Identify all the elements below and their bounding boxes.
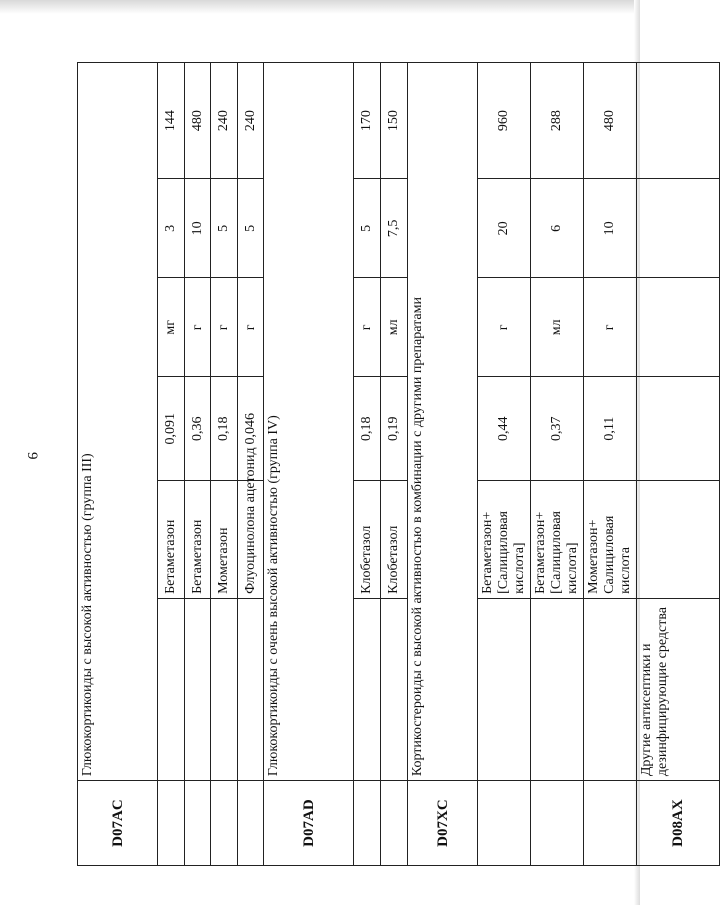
- drug-name-cell: [637, 481, 720, 599]
- total-cell: 288: [531, 63, 584, 179]
- quantity-cell: 5: [238, 179, 264, 278]
- group-name-cell: Другие антисептики и дезинфицирующие средства: [637, 598, 720, 780]
- drug-name-line: [Салициловая кислота]: [496, 511, 527, 594]
- drug-name-bracketed: Салициловая кислота: [496, 511, 527, 594]
- scan-top-edge: [0, 0, 640, 14]
- total-cell: [637, 63, 720, 179]
- atc-code-cell: [185, 781, 211, 866]
- table-row: [158, 63, 185, 866]
- group-name-cell: [238, 598, 264, 780]
- ddd-cell: 0,44: [478, 377, 531, 481]
- total-cell: 150: [381, 63, 408, 179]
- drug-name-line: [Салициловая кислота]: [549, 511, 580, 594]
- drug-name-cell: Клобетазол: [354, 481, 381, 599]
- quantity-cell: 10: [584, 179, 637, 278]
- table-row: [211, 63, 238, 866]
- table-row: [381, 63, 408, 866]
- table-row: [185, 63, 211, 866]
- ddd-cell: 0,11: [584, 377, 637, 481]
- atc-code-cell: D07AD: [264, 781, 354, 866]
- group-name-cell: [185, 598, 211, 780]
- quantity-cell: 10: [185, 179, 211, 278]
- atc-code-cell: [381, 781, 408, 866]
- drug-name-cell: Бетаметазон: [185, 481, 211, 599]
- atc-code-cell: [158, 781, 185, 866]
- table-row: [78, 63, 158, 866]
- atc-code-cell: D08AX: [637, 781, 720, 866]
- ddd-cell: 0,37: [531, 377, 584, 481]
- table-row: [637, 63, 720, 866]
- unit-cell: г: [238, 278, 264, 377]
- unit-cell: [637, 278, 720, 377]
- quantity-cell: 5: [211, 179, 238, 278]
- total-cell: 240: [238, 63, 264, 179]
- group-name-cell: [531, 598, 584, 780]
- atc-code-cell: [584, 781, 637, 866]
- unit-cell: г: [185, 278, 211, 377]
- group-name-cell: Кортикостероиды с высокой активностью в комбинации с другими препаратами: [408, 63, 478, 781]
- quantity-cell: 6: [531, 179, 584, 278]
- ddd-cell: 0,18: [211, 377, 238, 481]
- unit-cell: мл: [381, 278, 408, 377]
- drug-name-cell: [531, 481, 584, 599]
- drug-name-cell: Клобетазол: [381, 481, 408, 599]
- drug-name-bracketed: Салициловая кислота: [549, 511, 580, 594]
- group-name-cell: Глюкокортикоиды с очень высокой активностью (группа IV): [264, 63, 354, 781]
- atc-code-cell: [531, 781, 584, 866]
- unit-cell: г: [354, 278, 381, 377]
- atc-code-cell: [211, 781, 238, 866]
- drug-name-cell: Мометазон: [211, 481, 238, 599]
- page-number: 9: [24, 452, 40, 460]
- ddd-cell: 0,18: [354, 377, 381, 481]
- table-row: [264, 63, 354, 866]
- drug-name-line: Салициловая кислота: [602, 515, 633, 594]
- group-name-cell: Глюкокортикоиды с высокой активностью (группа III): [78, 63, 158, 781]
- atc-code-cell: [238, 781, 264, 866]
- ddd-cell: 0,19: [381, 377, 408, 481]
- group-name-cell: [478, 598, 531, 780]
- atc-code-cell: [478, 781, 531, 866]
- unit-cell: мг: [158, 278, 185, 377]
- drug-name-line: Бетаметазон+: [533, 511, 548, 594]
- quantity-cell: 7,5: [381, 179, 408, 278]
- quantity-cell: 5: [354, 179, 381, 278]
- group-name-cell: [211, 598, 238, 780]
- group-name-cell: [584, 598, 637, 780]
- total-cell: 480: [584, 63, 637, 179]
- drug-name-cell: Флуоцинолона ацетонид: [238, 481, 264, 599]
- table-row: [584, 63, 637, 866]
- atc-code-cell: D07AC: [78, 781, 158, 866]
- drug-name-cell: Бетаметазон: [158, 481, 185, 599]
- table-row: [354, 63, 381, 866]
- unit-cell: мл: [531, 278, 584, 377]
- ddd-cell: 0,091: [158, 377, 185, 481]
- unit-cell: г: [584, 278, 637, 377]
- group-name-cell: [354, 598, 381, 780]
- total-cell: 144: [158, 63, 185, 179]
- table-row: [531, 63, 584, 866]
- quantity-cell: 3: [158, 179, 185, 278]
- total-cell: 240: [211, 63, 238, 179]
- rotated-table-container: [77, 62, 686, 866]
- table-row: [408, 63, 478, 866]
- total-cell: 170: [354, 63, 381, 179]
- quantity-cell: 20: [478, 179, 531, 278]
- atc-code-cell: [354, 781, 381, 866]
- ddd-cell: 0,36: [185, 377, 211, 481]
- group-name-cell: [381, 598, 408, 780]
- drug-table: [77, 62, 720, 866]
- unit-cell: г: [478, 278, 531, 377]
- drug-name-cell: [478, 481, 531, 599]
- ddd-cell: 0,046: [238, 377, 264, 481]
- total-cell: 480: [185, 63, 211, 179]
- drug-name-line: Мометазон+: [586, 519, 601, 594]
- drug-name-cell: [584, 481, 637, 599]
- table-row: [238, 63, 264, 866]
- drug-name-line: Бетаметазон+: [480, 511, 495, 594]
- table-row: [478, 63, 531, 866]
- group-name-cell: [158, 598, 185, 780]
- ddd-cell: [637, 377, 720, 481]
- unit-cell: г: [211, 278, 238, 377]
- atc-code-cell: D07XC: [408, 781, 478, 866]
- quantity-cell: [637, 179, 720, 278]
- total-cell: 960: [478, 63, 531, 179]
